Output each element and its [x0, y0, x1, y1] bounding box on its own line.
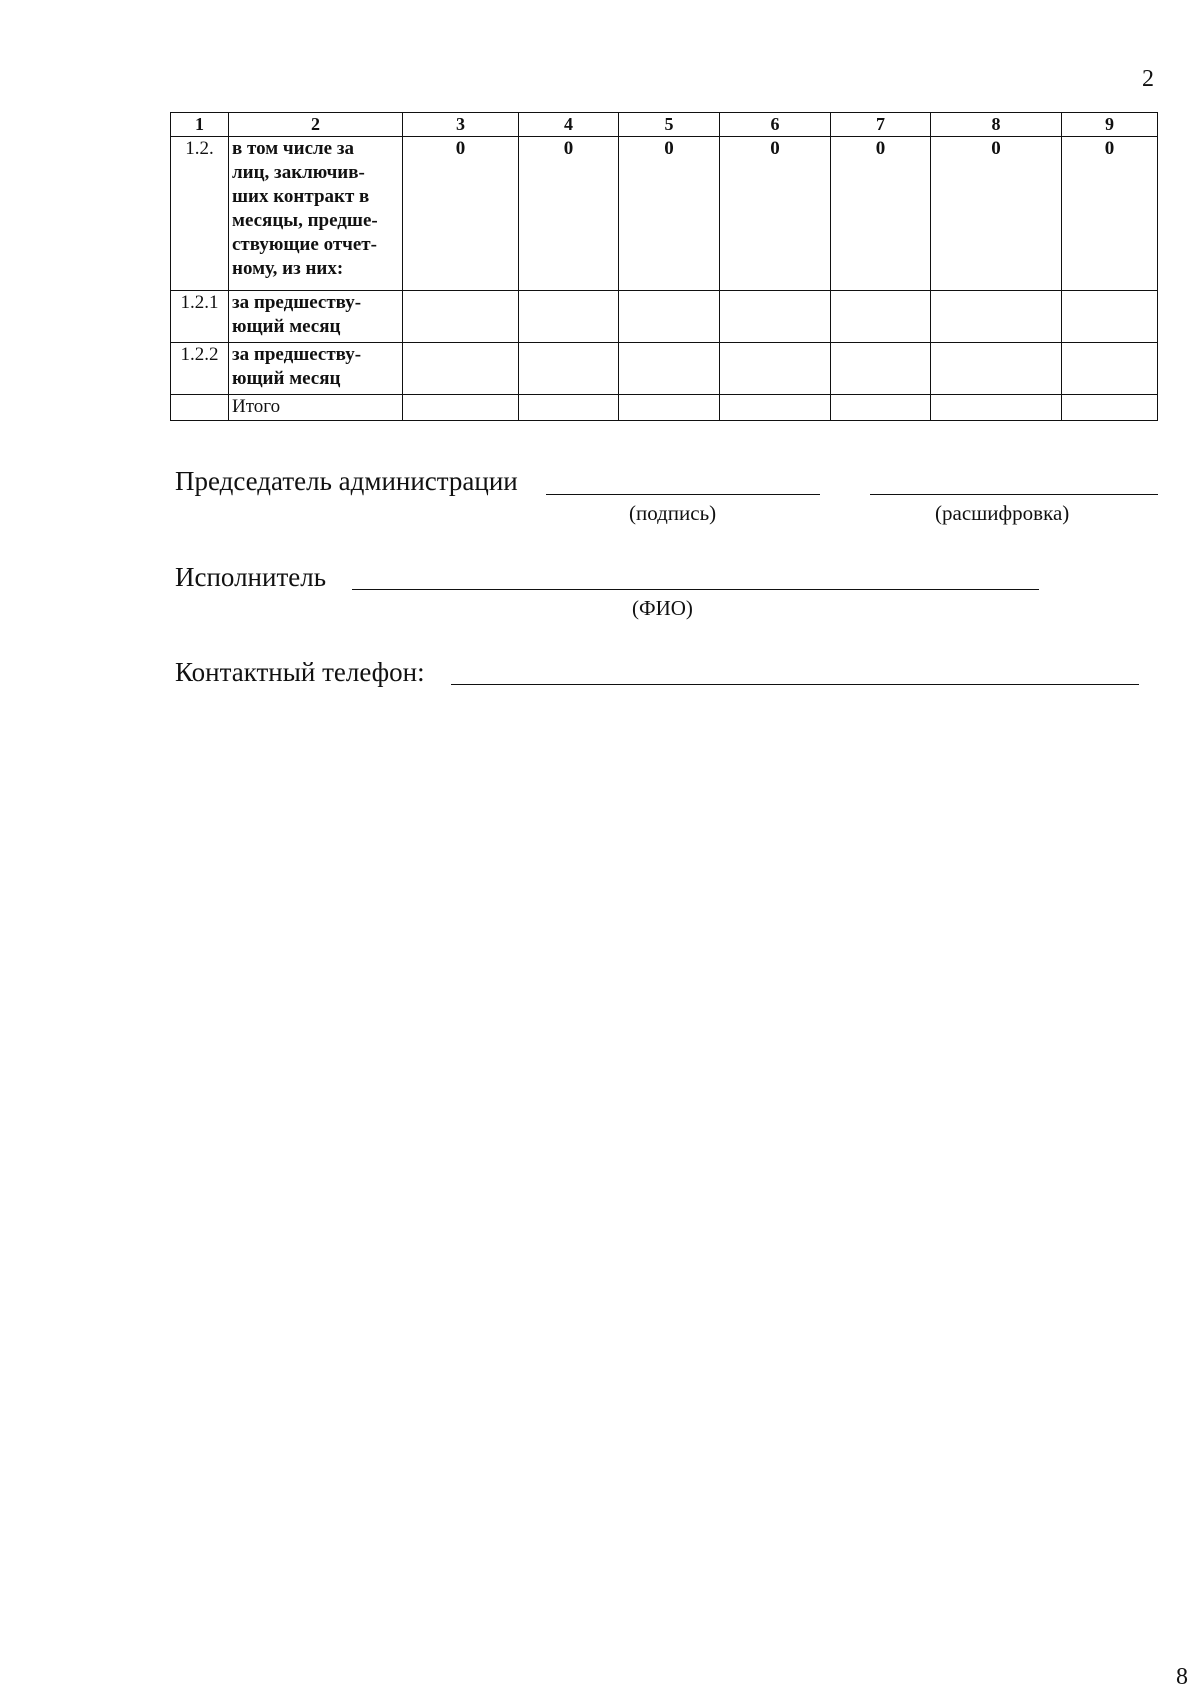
column-header: 3 — [403, 113, 519, 137]
table-header-row — [171, 113, 1158, 137]
table-cell — [720, 343, 831, 395]
table-cell — [1062, 343, 1158, 395]
table-cell — [619, 291, 720, 343]
column-header: 8 — [931, 113, 1062, 137]
table-row — [171, 291, 1158, 343]
chairman-label: Председатель администрации — [175, 466, 518, 496]
table-cell — [720, 291, 831, 343]
table-cell: 0 — [1062, 137, 1158, 291]
column-header: 2 — [229, 113, 403, 137]
table-cell — [931, 291, 1062, 343]
column-header: 6 — [720, 113, 831, 137]
table-cell — [519, 395, 619, 421]
table-row — [171, 343, 1158, 395]
phone-label: Контактный телефон: — [175, 657, 425, 687]
row-label: за предшеству- ющий месяц — [229, 343, 403, 395]
column-header: 7 — [831, 113, 931, 137]
table-cell: 0 — [720, 137, 831, 291]
table-cell — [1062, 291, 1158, 343]
table-cell — [519, 291, 619, 343]
column-header: 9 — [1062, 113, 1158, 137]
page-number: 2 — [1142, 66, 1154, 92]
table-cell: 0 — [831, 137, 931, 291]
table-cell — [831, 395, 931, 421]
table-total-row — [171, 395, 1158, 421]
decoding-hint: (расшифровка) — [935, 501, 1070, 525]
row-label: за предшеству- ющий месяц — [229, 291, 403, 343]
table-cell — [931, 395, 1062, 421]
phone-line[interactable] — [451, 684, 1139, 685]
signature-line[interactable] — [546, 494, 820, 495]
table-cell — [831, 343, 931, 395]
table-cell — [403, 291, 519, 343]
table-cell — [403, 343, 519, 395]
table-cell — [1062, 395, 1158, 421]
row-number: 1.2.1 — [171, 291, 229, 343]
row-number — [171, 395, 229, 421]
row-number: 1.2. — [171, 137, 229, 291]
executor-name-line[interactable] — [352, 589, 1039, 590]
row-label: Итого — [229, 395, 403, 421]
signature-hint: (подпись) — [629, 501, 717, 525]
table-row — [171, 137, 1158, 291]
column-header: 4 — [519, 113, 619, 137]
table-cell: 0 — [931, 137, 1062, 291]
column-header: 1 — [171, 113, 229, 137]
row-label: в том числе за лиц, заключив- ших контракт в месяцы, предше- ствующие отчет- ному, из них: — [229, 137, 403, 291]
table-cell: 0 — [403, 137, 519, 291]
column-header: 5 — [619, 113, 720, 137]
table-cell — [720, 395, 831, 421]
table-cell — [403, 395, 519, 421]
table-cell — [831, 291, 931, 343]
table-cell — [619, 343, 720, 395]
corner-mark: 8 — [1176, 1664, 1188, 1690]
row-number: 1.2.2 — [171, 343, 229, 395]
table-cell — [519, 343, 619, 395]
table-cell: 0 — [519, 137, 619, 291]
decoding-line[interactable] — [870, 494, 1158, 495]
fio-hint: (ФИО) — [632, 596, 693, 620]
executor-label: Исполнитель — [175, 562, 327, 592]
table-cell — [619, 395, 720, 421]
table-cell — [931, 343, 1062, 395]
report-table — [170, 112, 1158, 421]
table-cell: 0 — [619, 137, 720, 291]
